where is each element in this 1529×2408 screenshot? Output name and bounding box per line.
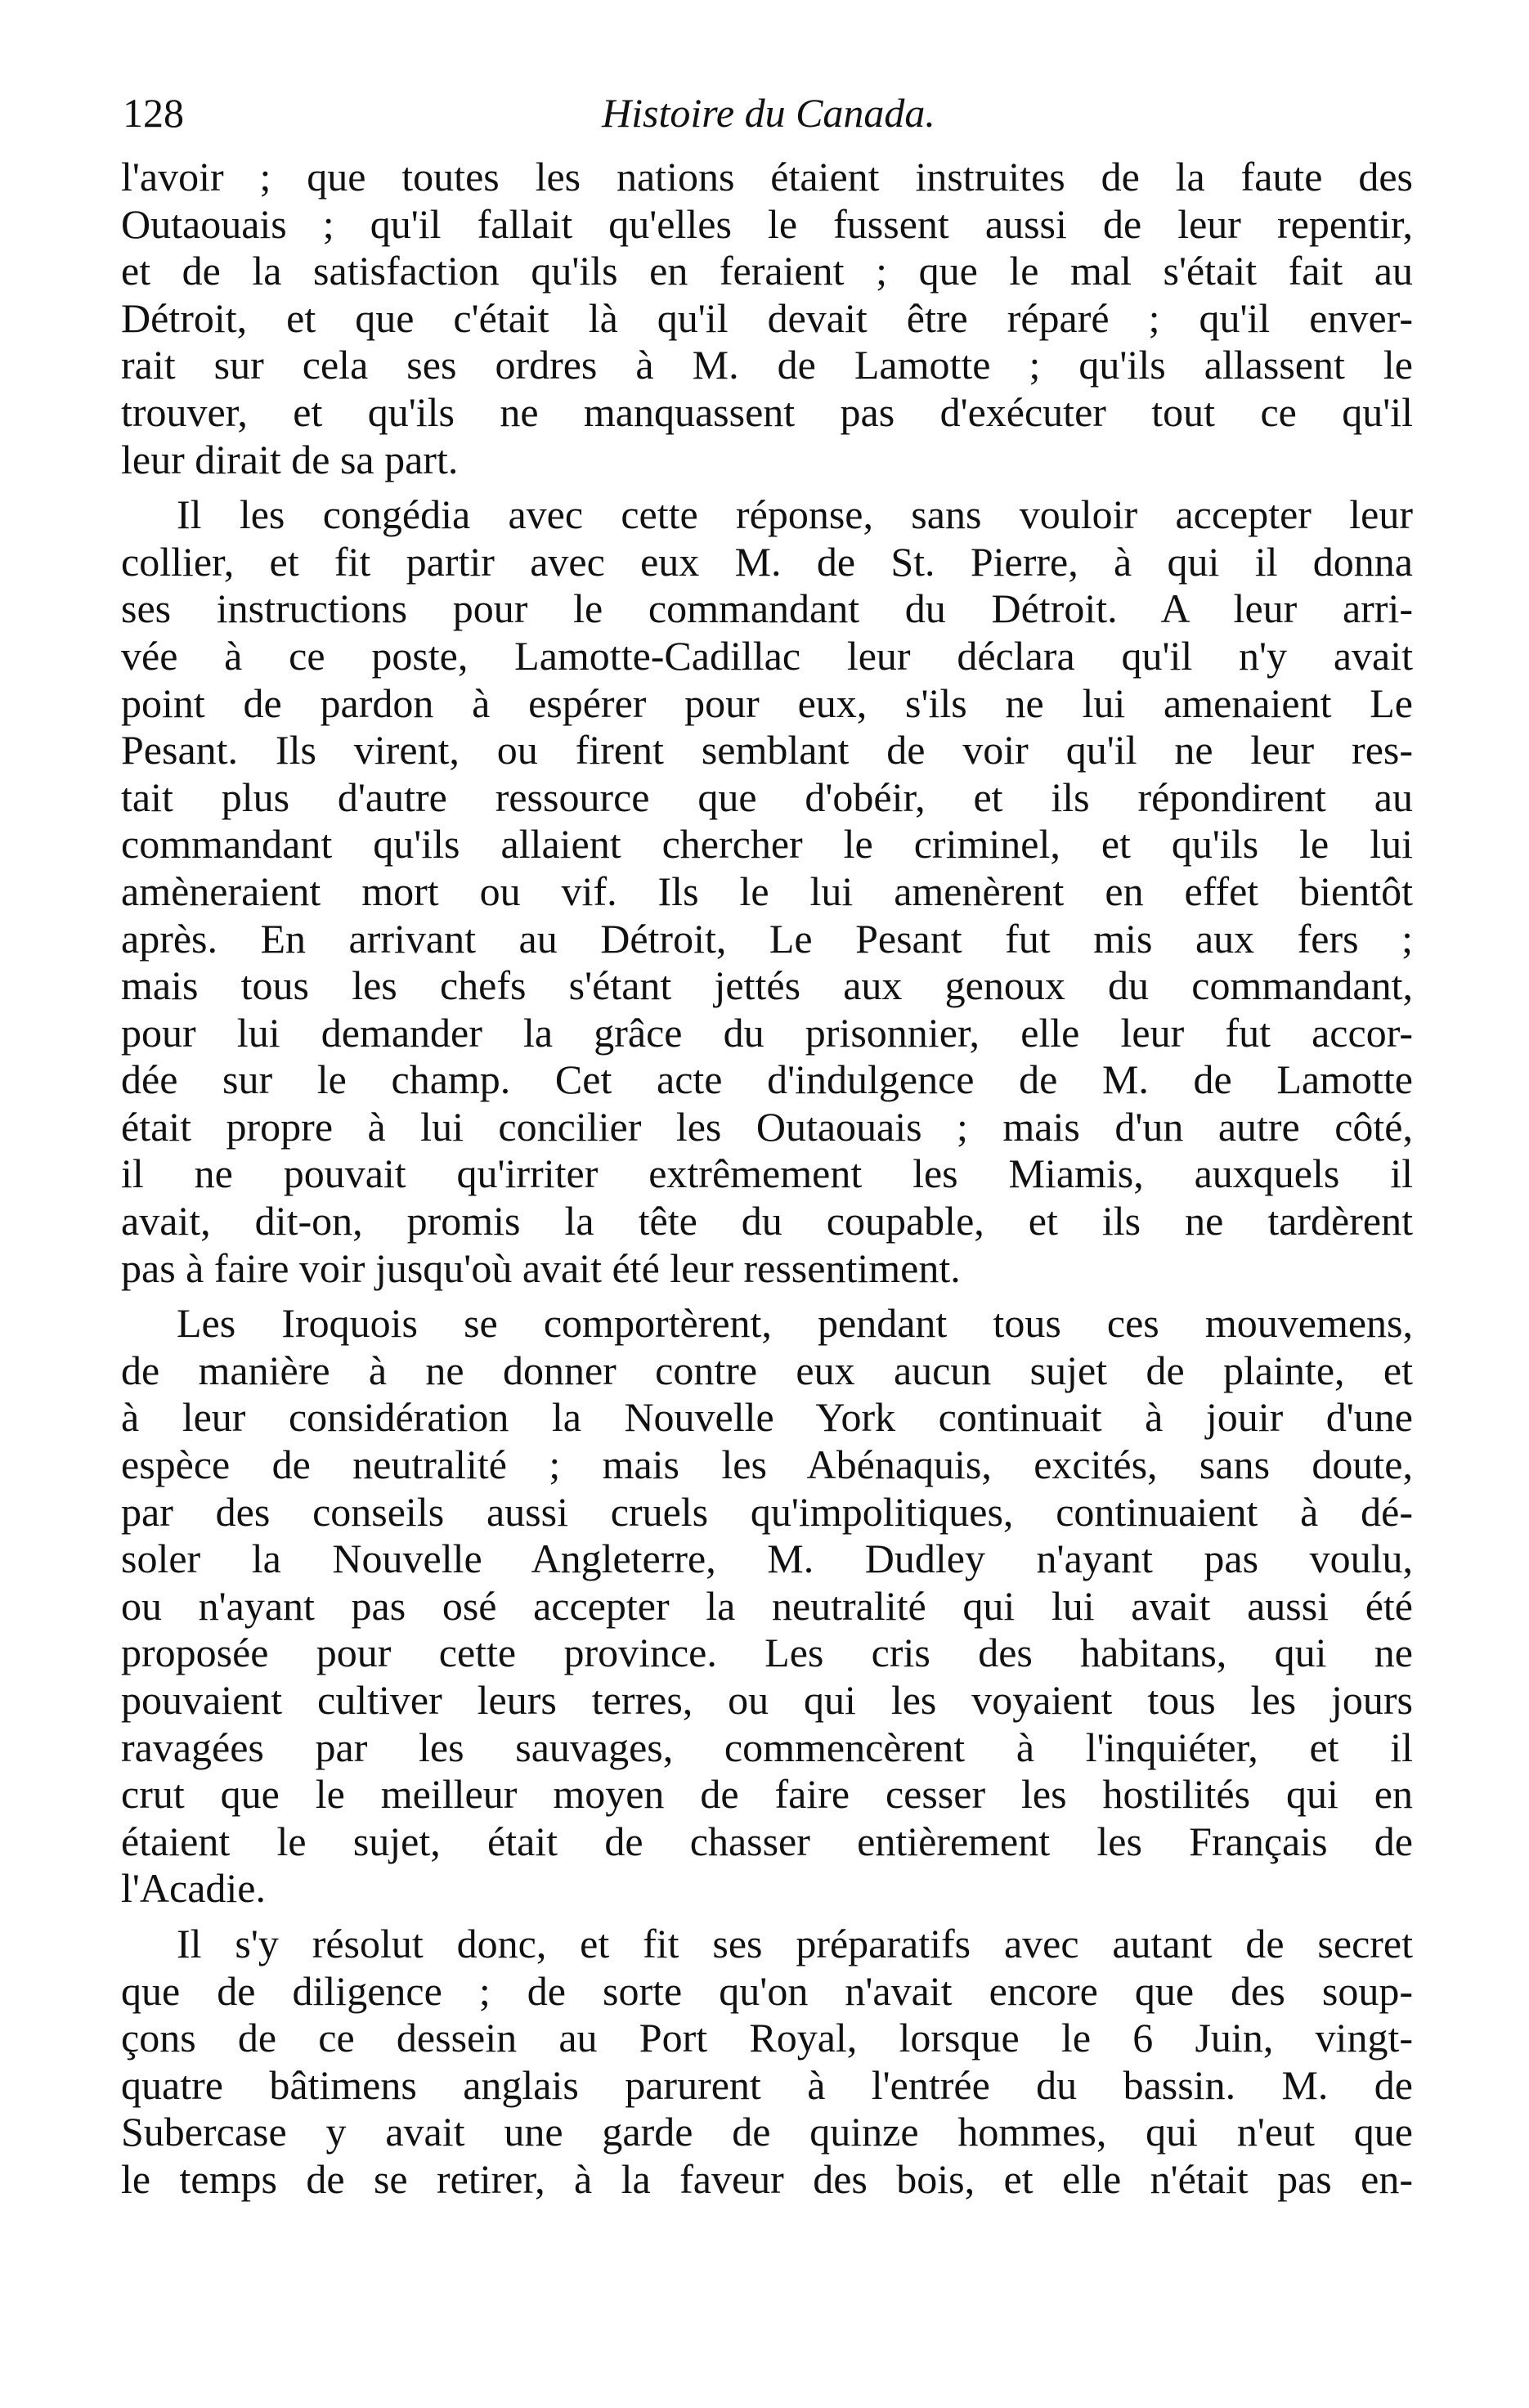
text-line: par des conseils aussi cruels qu'impolitiques, continuaient à dé- — [121, 1488, 1413, 1535]
text-line: Les Iroquois se comportèrent, pendant tous ces mouvemens, — [177, 1300, 1413, 1347]
text-body — [121, 154, 1413, 2212]
text-line: espèce de neutralité ; mais les Abénaquis, excités, sans doute, — [121, 1442, 1413, 1488]
text-line: vée à ce poste, Lamotte-Cadillac leur déclara qu'il n'y avait — [121, 632, 1413, 679]
text-line: étaient le sujet, était de chasser entièrement les Français de — [121, 1818, 1413, 1864]
text-line: trouver, et qu'ils ne manquassent pas d'exécuter tout ce qu'il — [121, 388, 1413, 435]
text-line: après. En arrivant au Détroit, Le Pesant fut mis aux fers ; — [121, 915, 1413, 962]
text-line: dée sur le champ. Cet acte d'indulgence de M. de Lamotte — [121, 1056, 1413, 1103]
text-line: que de diligence ; de sorte qu'on n'avait encore que des soup- — [121, 1967, 1413, 2014]
text-line: le temps de se retirer, à la faveur des bois, et elle n'était pas en- — [121, 2155, 1413, 2202]
page-number: 128 — [123, 90, 184, 136]
text-line: l'Acadie. — [121, 1865, 266, 1912]
text-line: rait sur cela ses ordres à M. de Lamotte ; qu'ils allassent le — [121, 342, 1413, 388]
text-line: ses instructions pour le commandant du Détroit. A leur arri- — [121, 585, 1413, 632]
text-line: çons de ce dessein au Port Royal, lorsque le 6 Juin, vingt- — [121, 2015, 1413, 2061]
text-line: Il s'y résolut donc, et fit ses préparatifs avec autant de secret — [177, 1920, 1413, 1966]
text-line: Détroit, et que c'était là qu'il devait être réparé ; qu'il enver- — [121, 294, 1413, 341]
text-line: crut que le meilleur moyen de faire cesser les hostilités qui en — [121, 1771, 1413, 1818]
text-line: Outaouais ; qu'il fallait qu'elles le fussent aussi de leur repentir, — [121, 200, 1413, 247]
text-line: commandant qu'ils allaient chercher le criminel, et qu'ils le lui — [121, 821, 1413, 868]
text-line: point de pardon à espérer pour eux, s'ils ne lui amenaient Le — [121, 679, 1413, 726]
text-line: leur dirait de sa part. — [121, 436, 459, 482]
text-line: et de la satisfaction qu'ils en feraient ; que le mal s'était fait au — [121, 248, 1413, 294]
text-line: quatre bâtimens anglais parurent à l'entrée du bassin. M. de — [121, 2061, 1413, 2108]
text-line: avait, dit-on, promis la tête du coupable, et ils ne tardèrent — [121, 1198, 1413, 1244]
text-line: l'avoir ; que toutes les nations étaient instruites de la faute des — [121, 154, 1413, 200]
paragraph — [121, 1300, 1413, 1912]
text-line: amèneraient mort ou vif. Ils le lui amenèrent en effet bientôt — [121, 868, 1413, 914]
text-line: ou n'ayant pas osé accepter la neutralité qui lui avait aussi été — [121, 1582, 1413, 1629]
text-line: mais tous les chefs s'étant jettés aux genoux du commandant, — [121, 962, 1413, 1009]
text-line: Pesant. Ils virent, ou firent semblant de voir qu'il ne leur res- — [121, 727, 1413, 774]
text-line: collier, et fit partir avec eux M. de St. Pierre, à qui il donna — [121, 538, 1413, 585]
paragraph — [121, 491, 1413, 1292]
text-line: Il les congédia avec cette réponse, sans vouloir accepter leur — [177, 491, 1413, 538]
text-line: de manière à ne donner contre eux aucun sujet de plainte, et — [121, 1347, 1413, 1393]
paragraph — [121, 1921, 1413, 2204]
text-line: à leur considération la Nouvelle York continuait à jouir d'une — [121, 1394, 1413, 1441]
text-line: ravagées par les sauvages, commencèrent à l'inquiéter, et il — [121, 1724, 1413, 1770]
text-line: il ne pouvait qu'irriter extrêmement les Miamis, auxquels il — [121, 1150, 1413, 1197]
text-line: pouvaient cultiver leurs terres, ou qui les voyaient tous les jours — [121, 1677, 1413, 1723]
book-title: Histoire du Canada. — [602, 90, 935, 136]
text-line: tait plus d'autre ressource que d'obéir, et ils répondirent au — [121, 774, 1413, 820]
paragraph — [121, 154, 1413, 483]
text-line: soler la Nouvelle Angleterre, M. Dudley n'ayant pas voulu, — [121, 1536, 1413, 1582]
running-head — [123, 80, 1415, 146]
text-line: pas à faire voir jusqu'où avait été leur ressentiment. — [121, 1244, 961, 1291]
text-line: Subercase y avait une garde de quinze hommes, qui n'eut que — [121, 2109, 1413, 2155]
text-line: pour lui demander la grâce du prisonnier, elle leur fut accor- — [121, 1009, 1413, 1056]
text-line: était propre à lui concilier les Outaouais ; mais d'un autre côté, — [121, 1103, 1413, 1150]
text-line: proposée pour cette province. Les cris des habitans, qui ne — [121, 1630, 1413, 1676]
